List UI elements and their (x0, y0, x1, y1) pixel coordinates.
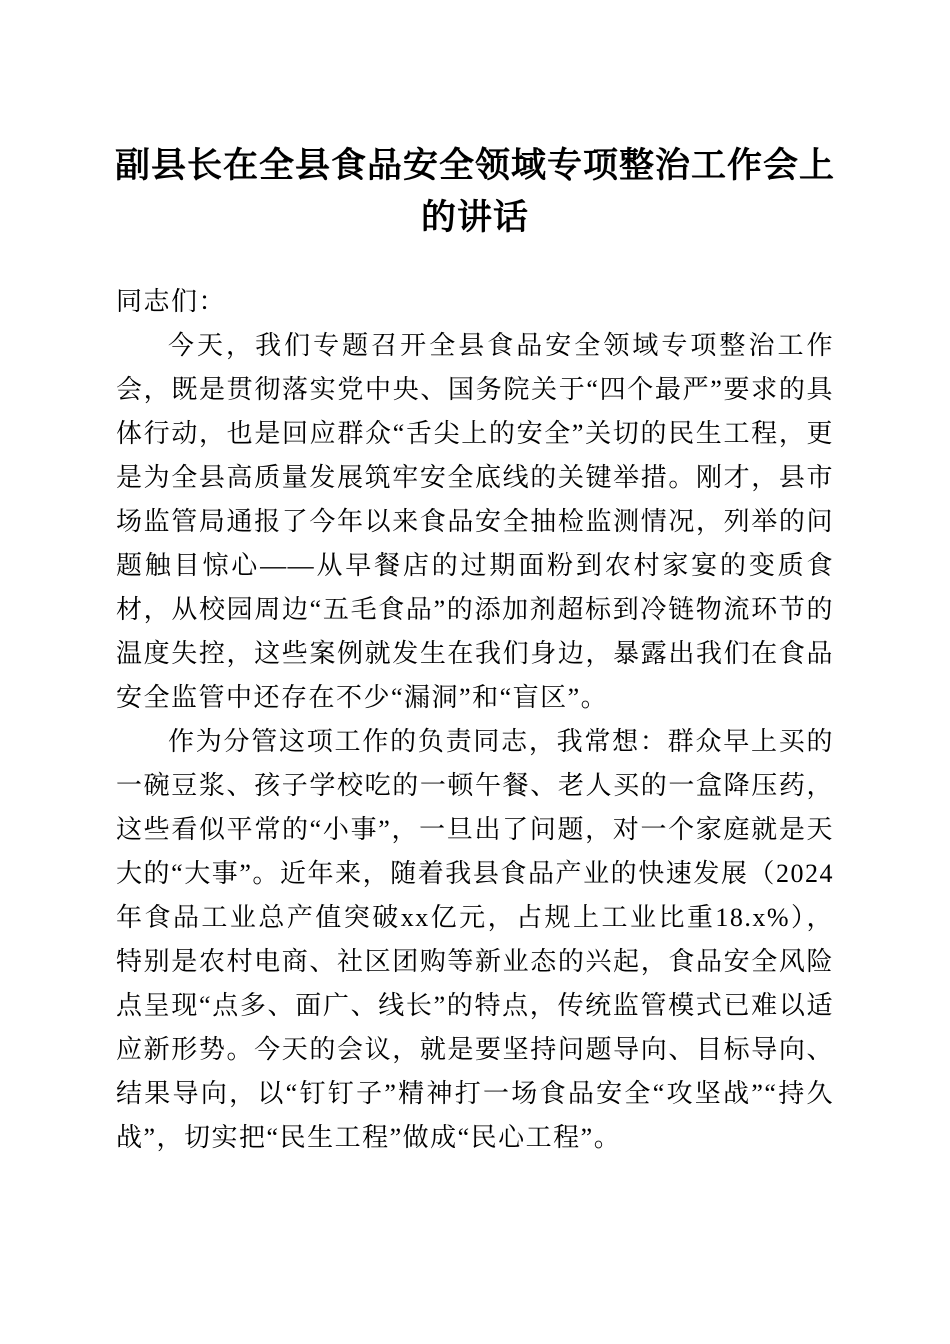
salutation: 同志们： (116, 287, 227, 316)
paragraph-2: 作为分管这项工作的负责同志，我常想：群众早上买的一碗豆浆、孩子学校吃的一顿午餐、老人买的一盒降压药，这些看似平常的“小事”，一旦出了问题，对一个家庭就是天大的“大事”。近年来，随着我县食品产业的快速发展（2024年食品工业总产值突破xx亿元，占规上工业比重18.x%），特别是农村电商、社区团购等新业态的兴起，食品安全风险点呈现“点多、面广、线长”的特点，传统监管模式已难以适应新形势。今天的会议，就是要坚持问题导向、目标导向、结果导向，以“钉钉子”精神打一场食品安全“攻坚战”“持久战”，切实把“民生工程”做成“民心工程”。 (116, 727, 834, 1152)
paragraph-1: 今天，我们专题召开全县食品安全领域专项整治工作会，既是贯彻落实党中央、国务院关于“四个最严”要求的具体行动，也是回应群众“舌尖上的安全”关切的民生工程，更是为全县高质量发展筑牢安全底线的关键举措。刚才，县市场监管局通报了今年以来食品安全抽检监测情况，列举的问题触目惊心——从早餐店的过期面粉到农村家宴的变质食材，从校园周边“五毛食品”的添加剂超标到冷链物流环节的温度失控，这些案例就发生在我们身边，暴露出我们在食品安全监管中还存在不少“漏洞”和“盲区”。 (116, 331, 834, 712)
document-body (116, 280, 834, 1160)
document-title: 副县长在全县食品安全领域专项整治工作会上的讲话 (114, 146, 835, 237)
